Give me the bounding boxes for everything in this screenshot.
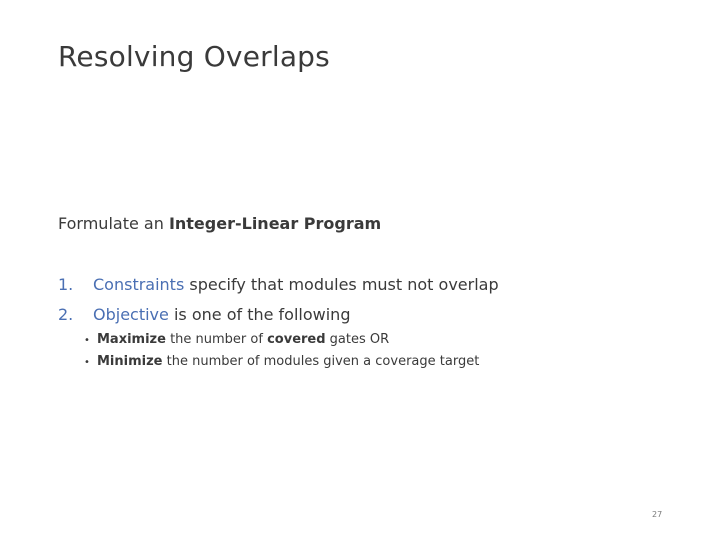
intro-line [58, 214, 381, 233]
sub-bullet-list [84, 332, 479, 376]
item-highlight: Constraints [93, 275, 185, 294]
bullet-icon: • [84, 335, 90, 346]
intro-bold: Integer-Linear Program [168, 214, 382, 233]
sub-item-text-end: gates OR [325, 332, 390, 347]
sub-item-maximize [84, 332, 479, 354]
sub-item-bold: Minimize [97, 354, 163, 369]
sub-item-minimize [84, 354, 479, 376]
item-text: specify that modules must not overlap [184, 275, 499, 294]
bullet-icon: • [84, 357, 90, 368]
numbered-item-constraints [58, 275, 499, 305]
intro-prefix: Formulate an [58, 214, 169, 233]
page-number: 27 [652, 510, 663, 519]
item-number: 2. [58, 305, 74, 324]
item-number: 1. [58, 275, 74, 294]
sub-item-bold: Maximize [97, 332, 166, 347]
sub-item-text-end: the number of modules given a coverage target [162, 354, 480, 369]
sub-item-bold-covered: covered [267, 332, 326, 347]
item-text: is one of the following [168, 305, 351, 324]
numbered-list [58, 275, 499, 335]
numbered-item-objective [58, 305, 499, 335]
slide-title: Resolving Overlaps [58, 40, 330, 73]
sub-item-text: the number of [165, 332, 268, 347]
item-highlight: Objective [93, 305, 169, 324]
